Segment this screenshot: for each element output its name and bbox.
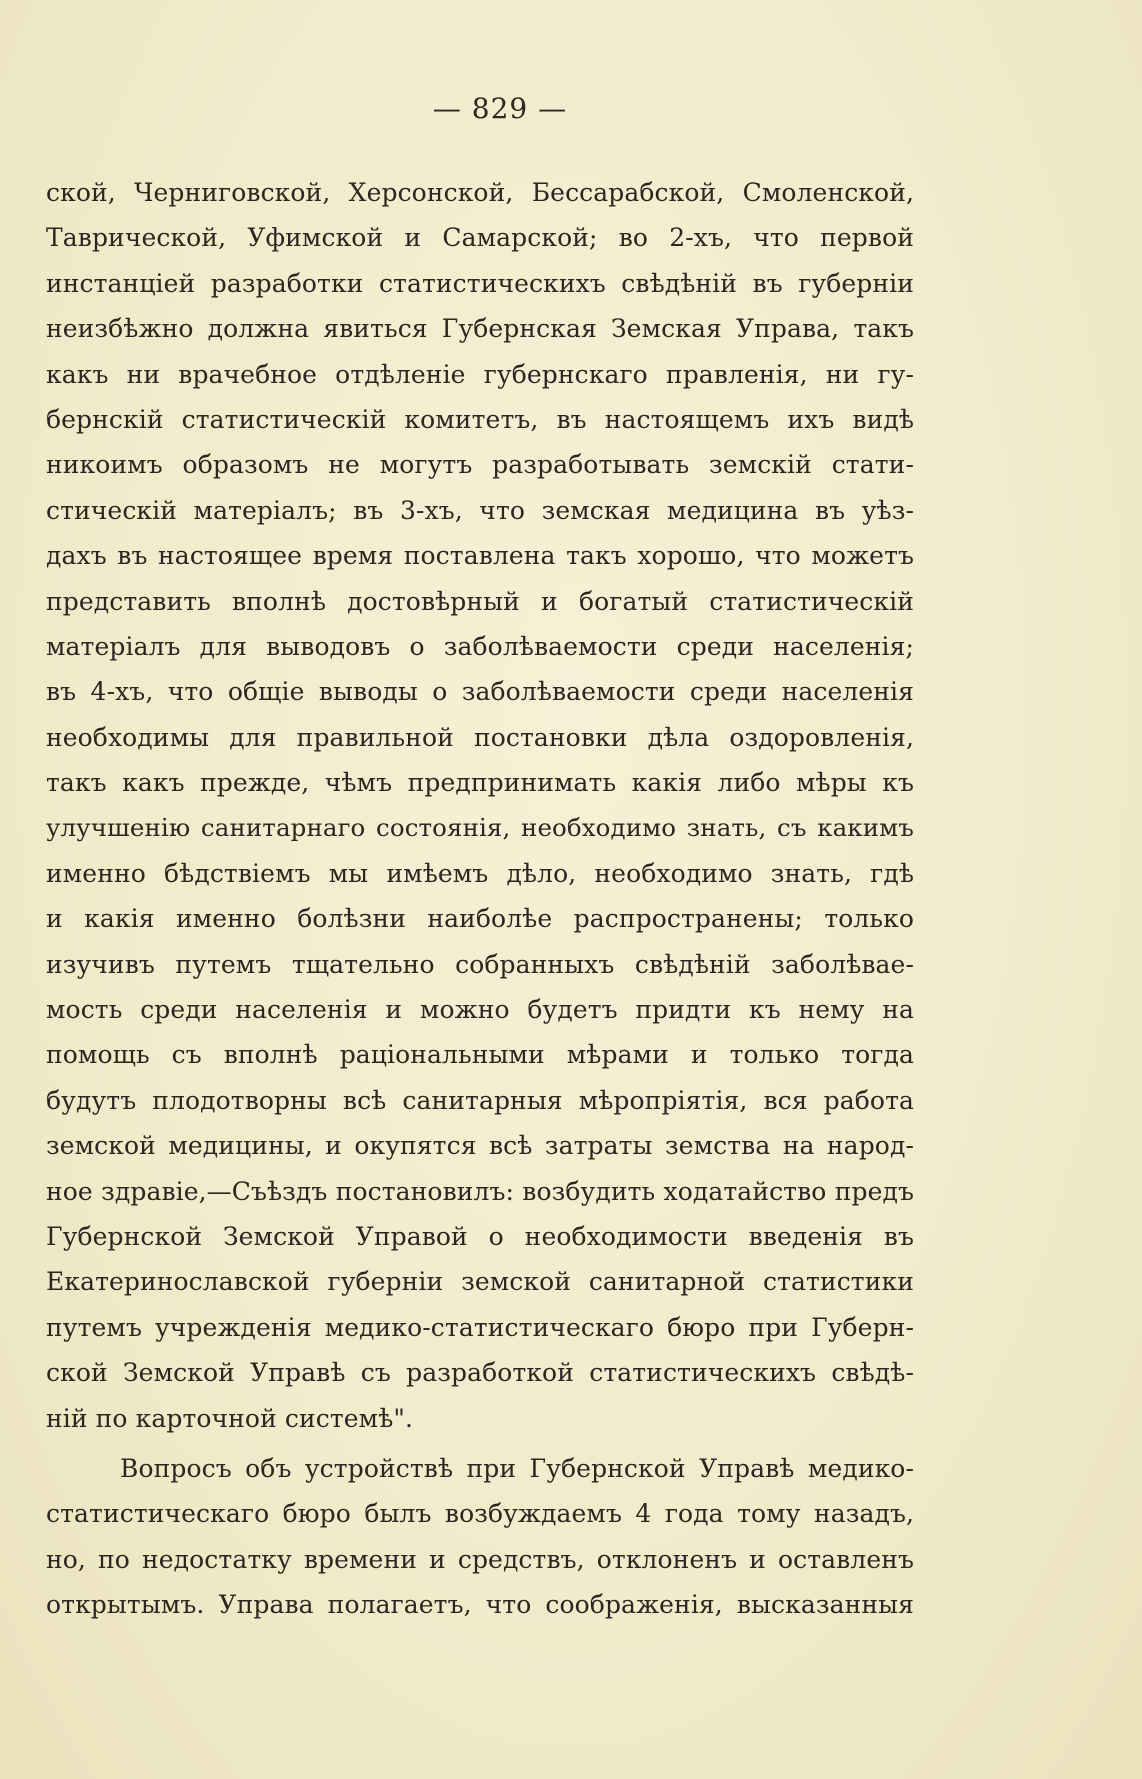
text-line: Таврической, Уфимской и Самарской; во 2-хъ, что первой bbox=[46, 223, 914, 253]
text-line: матеріалъ для выводовъ о заболѣваемости среди населенія; bbox=[46, 631, 914, 661]
text-line: Вопросъ объ устройствѣ при Губернской Управѣ медико- bbox=[120, 1453, 914, 1483]
page-number: — 829 — bbox=[432, 92, 568, 125]
text-line: будутъ плодотворны всѣ санитарныя мѣропріятія, вся работа bbox=[46, 1085, 914, 1115]
text-line: ній по карточной системѣ". bbox=[46, 1403, 414, 1433]
text-line: изучивъ путемъ тщательно собранныхъ свѣдѣній заболѣвае- bbox=[46, 949, 914, 979]
text-line: статистическаго бюро былъ возбуждаемъ 4 года тому назадъ, bbox=[46, 1499, 914, 1529]
text-line: но, по недостатку времени и средствъ, отклоненъ и оставленъ bbox=[46, 1544, 914, 1574]
text-line: и какія именно болѣзни наиболѣе распространены; только bbox=[46, 904, 914, 934]
text-line: именно бѣдствіемъ мы имѣемъ дѣло, необходимо знать, гдѣ bbox=[46, 858, 914, 888]
text-line: Екатеринославской губерніи земской санитарной статистики bbox=[46, 1267, 914, 1297]
text-line: никоимъ образомъ не могутъ разработывать земскій стати- bbox=[46, 450, 914, 480]
text-line: улучшенію санитарнаго состоянія, необходимо знать, съ какимъ bbox=[46, 813, 914, 843]
text-line: необходимы для правильной постановки дѣла оздоровленія, bbox=[46, 722, 914, 752]
text-line: неизбѣжно должна явиться Губернская Земская Управа, такъ bbox=[46, 314, 914, 344]
paragraph-2 bbox=[46, 1446, 914, 1628]
text-line: такъ какъ прежде, чѣмъ предпринимать какія либо мѣры къ bbox=[46, 768, 914, 798]
body-text bbox=[46, 170, 914, 1628]
text-line: инстанціей разработки статистическихъ свѣдѣній въ губерніи bbox=[46, 268, 914, 298]
text-line: Губернской Земской Управой о необходимости введенія въ bbox=[46, 1221, 914, 1251]
text-line: представить вполнѣ достовѣрный и богатый статистическій bbox=[46, 586, 914, 616]
text-line: какъ ни врачебное отдѣленіе губернскаго правленія, ни гу- bbox=[46, 359, 914, 389]
text-line: стическій матеріалъ; въ 3-хъ, что земская медицина въ уѣз- bbox=[46, 495, 914, 525]
paragraph-1 bbox=[46, 170, 914, 1441]
text-line: въ 4-хъ, что общіе выводы о заболѣваемости среди населенія bbox=[46, 677, 914, 707]
text-line: бернскій статистическій комитетъ, въ настоящемъ ихъ видѣ bbox=[46, 404, 914, 434]
text-line: ской Земской Управѣ съ разработкой статистическихъ свѣдѣ- bbox=[46, 1358, 914, 1388]
text-line: путемъ учрежденія медико-статистическаго бюро при Губерн- bbox=[46, 1312, 914, 1342]
text-line: открытымъ. Управа полагаетъ, что соображенія, высказанныя bbox=[46, 1590, 914, 1620]
text-line: ской, Черниговской, Херсонской, Бессарабской, Смоленской, bbox=[46, 178, 914, 207]
text-line: помощь съ вполнѣ раціональными мѣрами и только тогда bbox=[46, 1040, 914, 1070]
text-line: ное здравіе,—Съѣздъ постановилъ: возбудить ходатайство предъ bbox=[46, 1176, 914, 1206]
text-line: мость среди населенія и можно будетъ придти къ нему на bbox=[46, 995, 914, 1025]
text-line: дахъ въ настоящее время поставлена такъ хорошо, что можетъ bbox=[46, 541, 914, 571]
text-line: земской медицины, и окупятся всѣ затраты земства на народ- bbox=[46, 1131, 914, 1161]
